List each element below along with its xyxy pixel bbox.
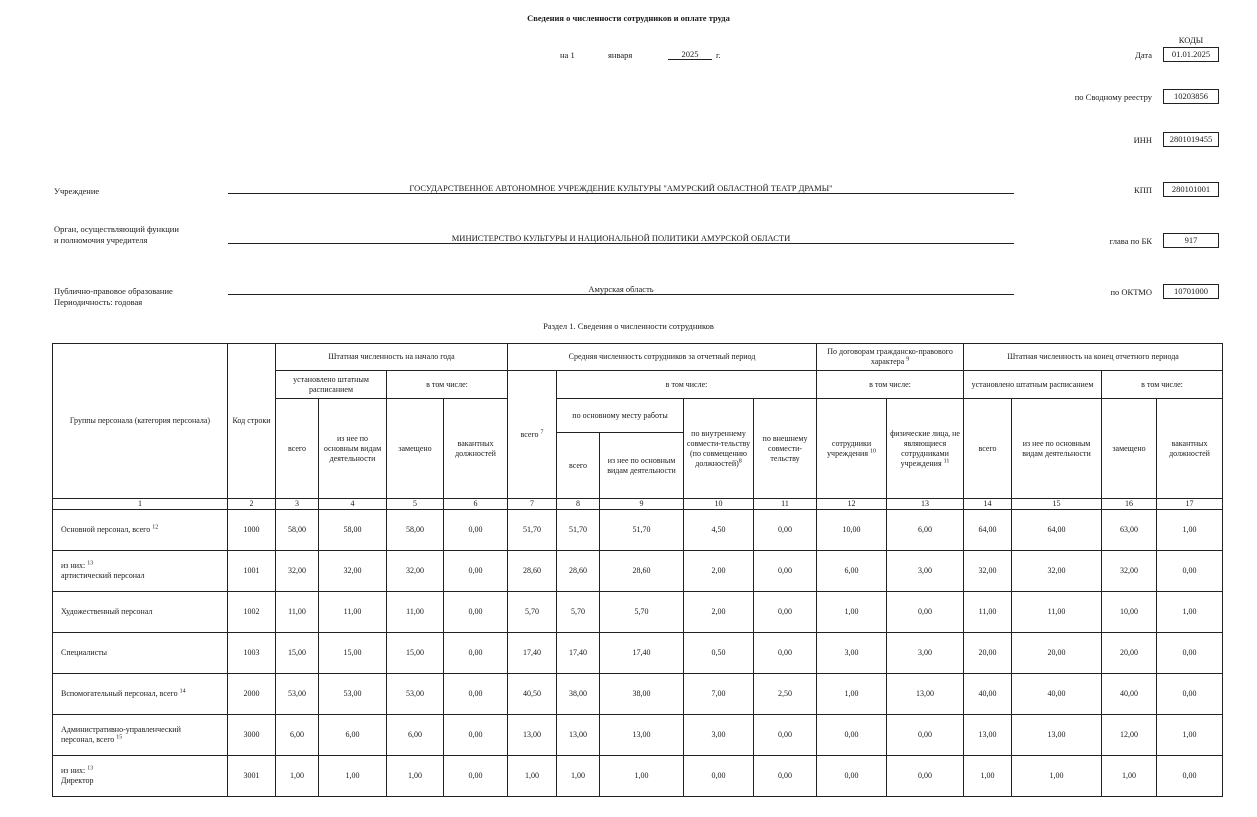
row-name-line1: Вспомогательный персонал, всего (61, 689, 178, 698)
column-number: 17 (1157, 499, 1223, 510)
report-title: Сведения о численности сотрудников и оплате труда (527, 13, 730, 23)
section-title: Раздел 1. Сведения о численности сотрудников (543, 321, 714, 331)
header-external: по внешнему совмести-тельству (754, 399, 817, 499)
row-name-line1: Основной персонал, всего (61, 525, 151, 534)
row-code: 3001 (228, 756, 276, 797)
cell-value: 32,00 (964, 551, 1012, 592)
cell-value: 3,00 (887, 551, 964, 592)
cell-value: 6,00 (276, 715, 319, 756)
header-established: установлено штатным расписанием (276, 371, 387, 399)
row-footnote: 12 (152, 524, 159, 531)
column-number: 16 (1102, 499, 1157, 510)
row-name-line1: Административно-управленческий (61, 725, 181, 734)
header-internal (684, 399, 754, 499)
header-avg: Средняя численность сотрудников за отчетный период (508, 344, 817, 371)
cell-value: 0,00 (817, 756, 887, 797)
cell-value: 0,00 (444, 510, 508, 551)
cell-value: 5,70 (600, 592, 684, 633)
cell-value: 11,00 (387, 592, 444, 633)
cell-value: 0,00 (1157, 674, 1223, 715)
cell-value: 0,00 (754, 633, 817, 674)
authority-label-2: и полномочия учредителя (54, 235, 148, 245)
cell-value: 1,00 (600, 756, 684, 797)
header-of-main-15: из нее по основным видам деятельности (1012, 399, 1102, 499)
header-of-main-9: из нее по основным видам деятельности (600, 433, 684, 499)
cell-value: 1,00 (508, 756, 557, 797)
cell-value: 11,00 (319, 592, 387, 633)
header-main-place: по основному месту работы (557, 399, 684, 433)
cell-value: 0,00 (887, 715, 964, 756)
cell-value: 0,00 (444, 592, 508, 633)
cell-value: 32,00 (387, 551, 444, 592)
cell-value: 64,00 (964, 510, 1012, 551)
date-year: 2025 (668, 49, 712, 60)
cell-value: 1,00 (1012, 756, 1102, 797)
header-of-main-4: из нее по основным видам деятельности (319, 399, 387, 499)
cell-value: 63,00 (1102, 510, 1157, 551)
header-including-2: в том числе: (557, 371, 817, 399)
cell-value: 13,00 (508, 715, 557, 756)
code-label-inn: ИНН (1133, 135, 1152, 145)
row-name-line1: из них: (61, 766, 86, 775)
header-including-1: в том числе: (387, 371, 508, 399)
row-footnote: 13 (87, 560, 94, 567)
table-row (53, 633, 1223, 674)
row-group-name (53, 674, 228, 715)
table-row (53, 510, 1223, 551)
authority-label-1: Орган, осуществляющий функции (54, 224, 179, 234)
row-code: 1000 (228, 510, 276, 551)
cell-value: 40,50 (508, 674, 557, 715)
table-body (53, 510, 1223, 797)
cell-value: 1,00 (557, 756, 600, 797)
column-number: 8 (557, 499, 600, 510)
cell-value: 1,00 (319, 756, 387, 797)
cell-value: 6,00 (387, 715, 444, 756)
cell-value: 0,00 (1157, 551, 1223, 592)
cell-value: 40,00 (1012, 674, 1102, 715)
cell-value: 5,70 (508, 592, 557, 633)
row-name-line2: артистический персонал (61, 571, 145, 580)
code-value-inn: 2801019455 (1163, 132, 1219, 147)
cell-value: 17,40 (600, 633, 684, 674)
header-gph-text: По договорам гражданско-правового характера (827, 347, 953, 366)
column-number: 1 (53, 499, 228, 510)
cell-value: 13,00 (964, 715, 1012, 756)
cell-value: 15,00 (387, 633, 444, 674)
header-including-4: в том числе: (1102, 371, 1223, 399)
cell-value: 0,00 (887, 756, 964, 797)
header-established-end: установлено штатным расписанием (964, 371, 1102, 399)
cell-value: 1,00 (1102, 756, 1157, 797)
cell-value: 28,60 (557, 551, 600, 592)
column-number: 15 (1012, 499, 1102, 510)
cell-value: 10,00 (1102, 592, 1157, 633)
header-total-8: всего (557, 433, 600, 499)
cell-value: 0,00 (887, 592, 964, 633)
cell-value: 38,00 (600, 674, 684, 715)
cell-value: 6,00 (817, 551, 887, 592)
header-total-7 (508, 371, 557, 499)
cell-value: 32,00 (319, 551, 387, 592)
row-name-line1: Специалисты (61, 648, 108, 657)
cell-value: 2,50 (754, 674, 817, 715)
municipality-value: Амурская область (228, 284, 1014, 295)
row-group-name (53, 715, 228, 756)
cell-value: 0,50 (684, 633, 754, 674)
cell-value: 53,00 (319, 674, 387, 715)
code-label-oktmo: по ОКТМО (1110, 287, 1152, 297)
column-number: 3 (276, 499, 319, 510)
cell-value: 0,00 (444, 674, 508, 715)
header-employees (817, 399, 887, 499)
cell-value: 2,00 (684, 592, 754, 633)
table-row (53, 674, 1223, 715)
header-total-7-sup: 7 (540, 428, 544, 435)
cell-value: 1,00 (1157, 592, 1223, 633)
column-number: 14 (964, 499, 1012, 510)
cell-value: 13,00 (557, 715, 600, 756)
header-code: Код строки (228, 344, 276, 499)
code-value-oktmo: 10701000 (1163, 284, 1219, 299)
code-label-kpp: КПП (1134, 185, 1152, 195)
cell-value: 32,00 (276, 551, 319, 592)
row-code: 1001 (228, 551, 276, 592)
row-name-line1: из них: (61, 561, 86, 570)
header-individuals (887, 399, 964, 499)
row-code: 1002 (228, 592, 276, 633)
cell-value: 1,00 (817, 592, 887, 633)
row-group-name (53, 633, 228, 674)
date-month: января (608, 50, 633, 60)
cell-value: 58,00 (387, 510, 444, 551)
row-group-name (53, 510, 228, 551)
cell-value: 51,70 (508, 510, 557, 551)
row-code: 2000 (228, 674, 276, 715)
cell-value: 58,00 (276, 510, 319, 551)
header-total-14: всего (964, 399, 1012, 499)
header-staff-end: Штатная численность на конец отчетного периода (964, 344, 1223, 371)
header-filled-16: замещено (1102, 399, 1157, 499)
column-numbers-row (53, 499, 1223, 510)
cell-value: 40,00 (964, 674, 1012, 715)
cell-value: 4,50 (684, 510, 754, 551)
cell-value: 1,00 (387, 756, 444, 797)
cell-value: 0,00 (817, 715, 887, 756)
header-total-3: всего (276, 399, 319, 499)
cell-value: 32,00 (1012, 551, 1102, 592)
cell-value: 0,00 (754, 510, 817, 551)
header-employees-sup: 10 (870, 447, 877, 454)
institution-value: ГОСУДАРСТВЕННОЕ АВТОНОМНОЕ УЧРЕЖДЕНИЕ КУЛЬТУРЫ "АМУРСКИЙ ОБЛАСТНОЙ ТЕАТР ДРАМЫ" (228, 183, 1014, 194)
row-group-name (53, 756, 228, 797)
cell-value: 6,00 (887, 510, 964, 551)
cell-value: 11,00 (1012, 592, 1102, 633)
institution-label: Учреждение (54, 186, 100, 196)
cell-value: 51,70 (557, 510, 600, 551)
code-value-date: 01.01.2025 (1163, 47, 1219, 62)
cell-value: 1,00 (817, 674, 887, 715)
cell-value: 1,00 (1157, 715, 1223, 756)
row-footnote: 15 (116, 734, 123, 741)
authority-value: МИНИСТЕРСТВО КУЛЬТУРЫ И НАЦИОНАЛЬНОЙ ПОЛИТИКИ АМУРСКОЙ ОБЛАСТИ (228, 233, 1014, 244)
code-value-kpp: 280101001 (1163, 182, 1219, 197)
cell-value: 1,00 (276, 756, 319, 797)
header-groups: Группы персонала (категория персонала) (53, 344, 228, 499)
codes-header: КОДЫ (1178, 35, 1204, 45)
cell-value: 51,70 (600, 510, 684, 551)
cell-value: 10,00 (817, 510, 887, 551)
cell-value: 1,00 (1157, 510, 1223, 551)
cell-value: 0,00 (754, 592, 817, 633)
cell-value: 28,60 (508, 551, 557, 592)
code-value-bk: 917 (1163, 233, 1219, 248)
cell-value: 15,00 (319, 633, 387, 674)
column-number: 2 (228, 499, 276, 510)
header-vacant-17: вакантных должностей (1157, 399, 1223, 499)
column-number: 7 (508, 499, 557, 510)
cell-value: 58,00 (319, 510, 387, 551)
date-suffix: г. (716, 50, 721, 60)
column-number: 13 (887, 499, 964, 510)
cell-value: 0,00 (444, 633, 508, 674)
cell-value: 28,60 (600, 551, 684, 592)
cell-value: 15,00 (276, 633, 319, 674)
cell-value: 20,00 (1102, 633, 1157, 674)
date-prefix: на 1 (560, 50, 575, 60)
cell-value: 13,00 (887, 674, 964, 715)
cell-value: 20,00 (964, 633, 1012, 674)
code-label-bk: глава по БК (1109, 236, 1152, 246)
header-individuals-text: физические лица, не являющиеся сотрудниками учреждения (890, 428, 960, 468)
cell-value: 64,00 (1012, 510, 1102, 551)
periodicity: Периодичность: годовая (54, 297, 143, 307)
cell-value: 7,00 (684, 674, 754, 715)
column-number: 10 (684, 499, 754, 510)
cell-value: 3,00 (817, 633, 887, 674)
row-name-line2: Директор (61, 776, 94, 785)
cell-value: 11,00 (276, 592, 319, 633)
cell-value: 53,00 (387, 674, 444, 715)
header-gph-sup: 9 (906, 356, 910, 363)
cell-value: 38,00 (557, 674, 600, 715)
row-code: 1003 (228, 633, 276, 674)
cell-value: 5,70 (557, 592, 600, 633)
cell-value: 0,00 (1157, 633, 1223, 674)
column-number: 6 (444, 499, 508, 510)
header-total-7-text: всего (520, 429, 539, 439)
header-vacant-6: вакантных должностей (444, 399, 508, 499)
header-including-3: в том числе: (817, 371, 964, 399)
cell-value: 17,40 (557, 633, 600, 674)
table-row (53, 592, 1223, 633)
column-number: 4 (319, 499, 387, 510)
cell-value: 1,00 (964, 756, 1012, 797)
cell-value: 0,00 (754, 551, 817, 592)
table-row (53, 756, 1223, 797)
table-row (53, 551, 1223, 592)
cell-value: 2,00 (684, 551, 754, 592)
table-row (53, 715, 1223, 756)
column-number: 11 (754, 499, 817, 510)
staff-table (52, 343, 1223, 797)
cell-value: 3,00 (887, 633, 964, 674)
cell-value: 13,00 (600, 715, 684, 756)
column-number: 12 (817, 499, 887, 510)
cell-value: 3,00 (684, 715, 754, 756)
header-individuals-sup: 11 (943, 457, 950, 464)
row-group-name (53, 592, 228, 633)
code-label-date: Дата (1135, 50, 1152, 60)
code-label-registry: по Сводному реестру (1074, 92, 1152, 102)
cell-value: 13,00 (1012, 715, 1102, 756)
row-name-line2: персонал, всего (61, 735, 115, 744)
code-value-registry: 10203856 (1163, 89, 1219, 104)
header-filled-5: замещено (387, 399, 444, 499)
municipality-label: Публично-правовое образование (54, 286, 173, 296)
header-gph (817, 344, 964, 371)
header-staff-start: Штатная численность на начало года (276, 344, 508, 371)
cell-value: 6,00 (319, 715, 387, 756)
column-number: 9 (600, 499, 684, 510)
cell-value: 53,00 (276, 674, 319, 715)
column-number: 5 (387, 499, 444, 510)
cell-value: 0,00 (754, 715, 817, 756)
row-code: 3000 (228, 715, 276, 756)
cell-value: 20,00 (1012, 633, 1102, 674)
cell-value: 0,00 (1157, 756, 1223, 797)
cell-value: 40,00 (1102, 674, 1157, 715)
row-footnote: 14 (179, 688, 186, 695)
cell-value: 0,00 (444, 715, 508, 756)
cell-value: 0,00 (444, 551, 508, 592)
cell-value: 12,00 (1102, 715, 1157, 756)
cell-value: 0,00 (444, 756, 508, 797)
cell-value: 32,00 (1102, 551, 1157, 592)
row-footnote: 13 (87, 765, 94, 772)
cell-value: 17,40 (508, 633, 557, 674)
cell-value: 0,00 (754, 756, 817, 797)
cell-value: 11,00 (964, 592, 1012, 633)
cell-value: 0,00 (684, 756, 754, 797)
row-name-line1: Художественный персонал (61, 607, 153, 616)
header-employees-text: сотрудники учреждения (827, 438, 872, 458)
header-internal-sup: 8 (738, 457, 742, 464)
row-group-name (53, 551, 228, 592)
header-internal-text: по внутреннему совмести-тельству (по совмещению должностей) (686, 428, 751, 468)
